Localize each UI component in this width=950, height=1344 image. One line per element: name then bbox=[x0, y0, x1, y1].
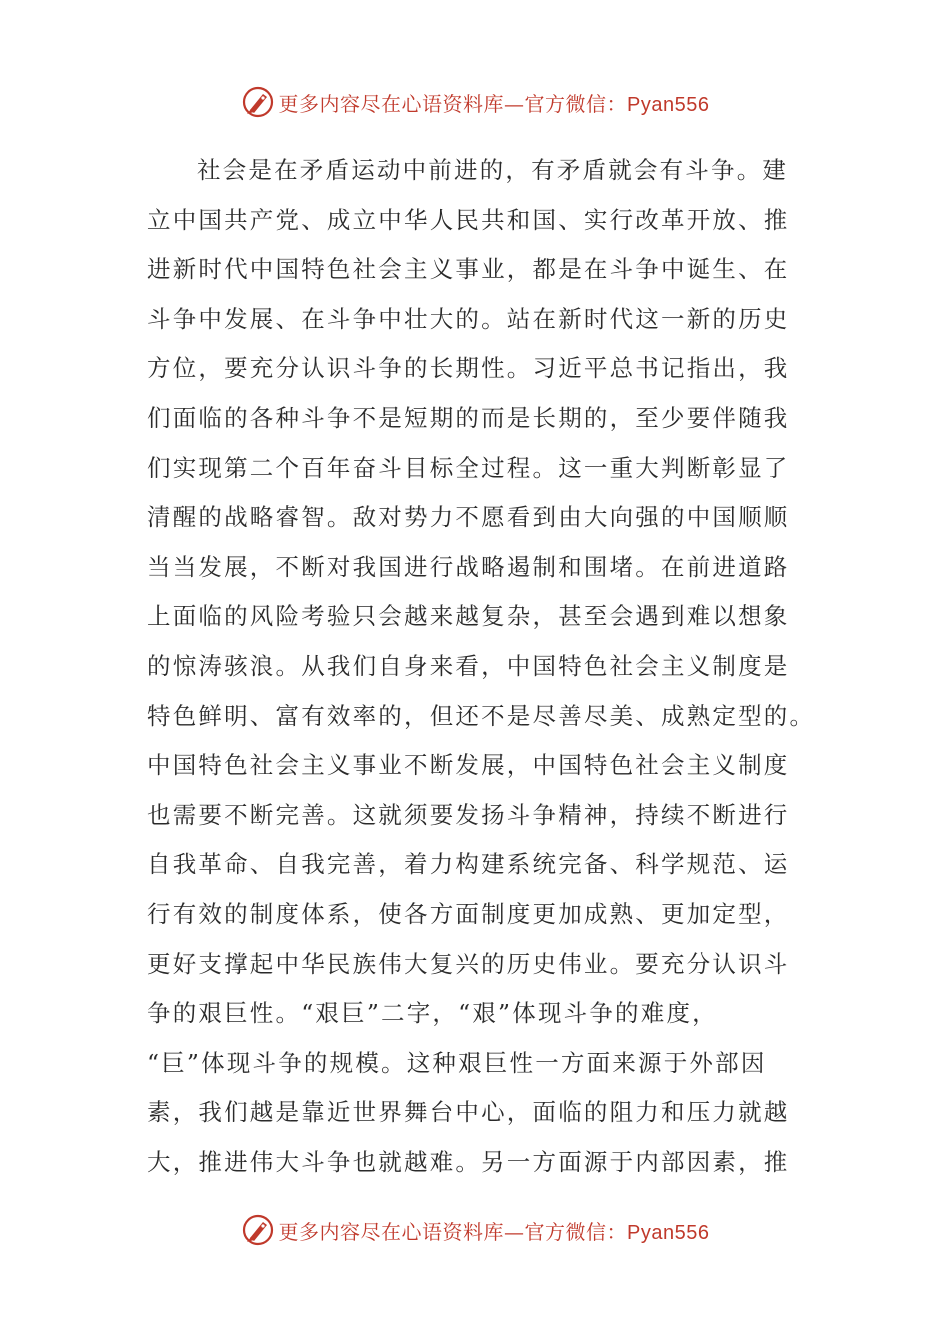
text-line: 立中国共产党、成立中华人民共和国、实行改革开放、推 bbox=[147, 205, 790, 234]
footer-banner-text bbox=[279, 1216, 710, 1245]
text-line: 行有效的制度体系，使各方面制度更加成熟、更加定型， bbox=[147, 899, 790, 928]
text-line: 的惊涛骇浪。从我们自身来看，中国特色社会主义制度是 bbox=[147, 651, 790, 680]
text-line: 争的艰巨性。“艰巨”二字，“艰”体现斗争的难度， bbox=[147, 999, 718, 1028]
text-line: 素，我们越是靠近世界舞台中心，面临的阻力和压力就越 bbox=[147, 1098, 790, 1127]
header-banner-text bbox=[279, 88, 710, 117]
text-line: 方位，要充分认识斗争的长期性。习近平总书记指出，我 bbox=[147, 354, 790, 383]
header-banner-label: 更多内容尽在心语资料库—官方微信： bbox=[278, 91, 628, 116]
text-line: 自我革命、自我完善，着力构建系统完备、科学规范、运 bbox=[147, 850, 790, 879]
footer-banner-label: 更多内容尽在心语资料库—官方微信： bbox=[278, 1219, 628, 1244]
text-line: 社会是在矛盾运动中前进的，有矛盾就会有斗争。建 bbox=[197, 156, 789, 184]
text-line: 中国特色社会主义事业不断发展，中国特色社会主义制度 bbox=[147, 751, 790, 780]
footer-wechat-id: Pyan556 bbox=[627, 1221, 710, 1244]
text-line: 也需要不断完善。这就须要发扬斗争精神，持续不断进行 bbox=[147, 800, 790, 829]
pen-nib-logo-icon bbox=[241, 85, 275, 119]
text-line: 斗争中发展、在斗争中壮大的。站在新时代这一新的历史 bbox=[147, 304, 790, 333]
text-line: 进新时代中国特色社会主义事业，都是在斗争中诞生、在 bbox=[147, 255, 790, 284]
text-line: 当当发展，不断对我国进行战略遏制和围堵。在前进道路 bbox=[147, 552, 790, 581]
header-wechat-id: Pyan556 bbox=[627, 93, 710, 116]
text-line: 更好支撑起中华民族伟大复兴的历史伟业。要充分认识斗 bbox=[147, 949, 790, 978]
text-line: 上面临的风险考验只会越来越复杂，甚至会遇到难以想象 bbox=[147, 602, 790, 631]
footer-banner bbox=[0, 1210, 950, 1250]
pen-nib-logo-icon bbox=[241, 1213, 275, 1247]
header-banner bbox=[0, 82, 950, 122]
text-line: 们实现第二个百年奋斗目标全过程。这一重大判断彰显了 bbox=[147, 453, 790, 482]
text-line: 特色鲜明、富有效率的，但还不是尽善尽美、成熟定型的。 bbox=[147, 701, 816, 730]
text-line: “巨”体现斗争的规模。这种艰巨性一方面来源于外部因 bbox=[147, 1048, 767, 1077]
article-body bbox=[147, 146, 816, 1187]
text-line: 清醒的战略睿智。敌对势力不愿看到由大向强的中国顺顺 bbox=[147, 503, 790, 532]
text-line: 们面临的各种斗争不是短期的而是长期的，至少要伴随我 bbox=[147, 403, 790, 432]
text-line: 大，推进伟大斗争也就越难。另一方面源于内部因素，推 bbox=[147, 1147, 790, 1176]
